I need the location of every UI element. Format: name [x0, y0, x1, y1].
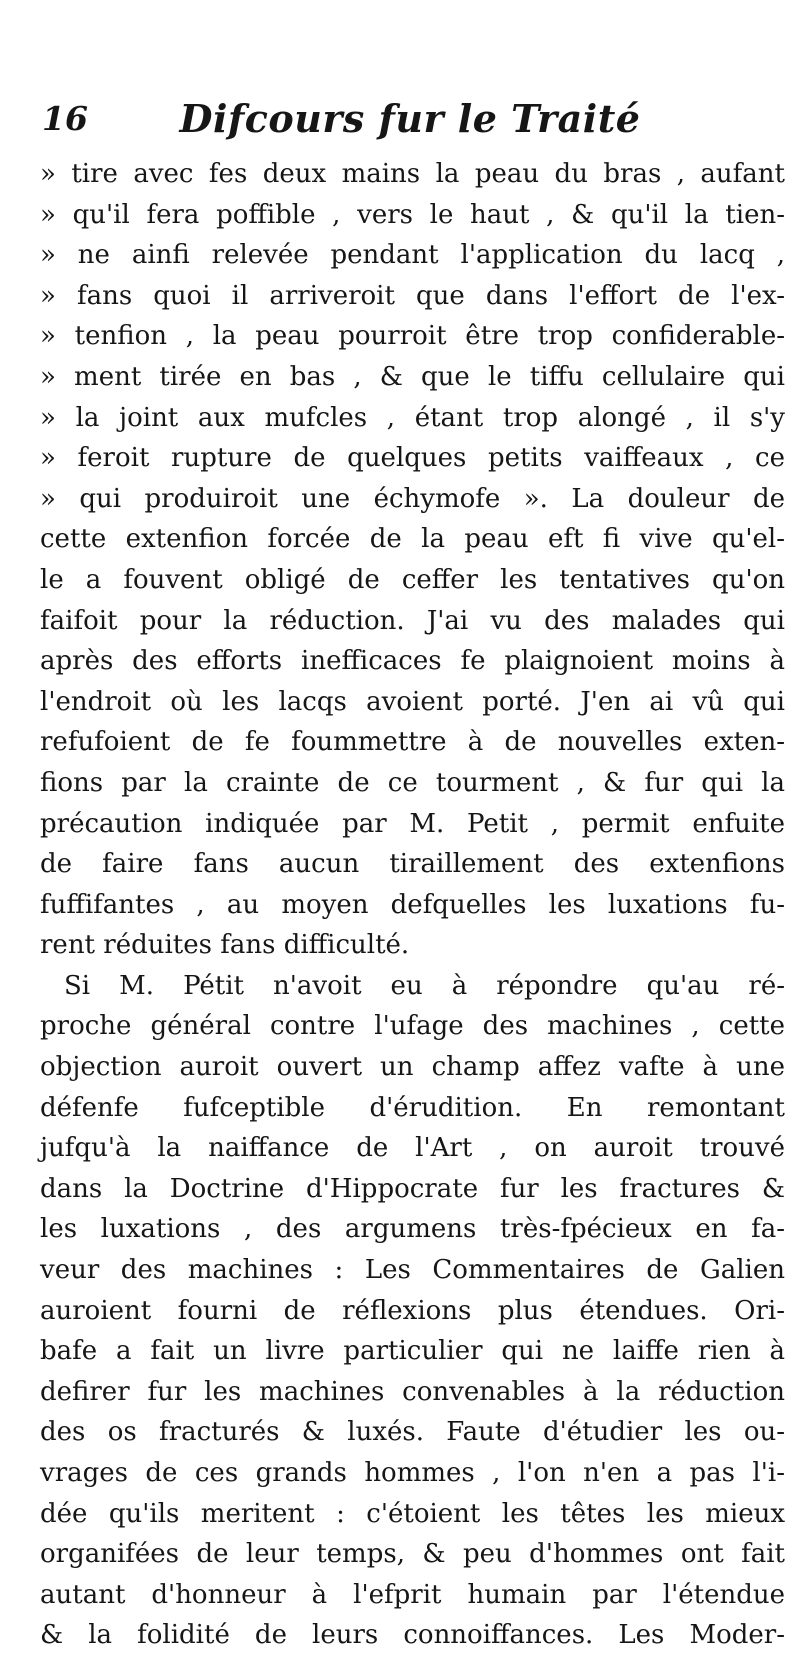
text-line: les luxations , des argumens très-fpécieux en fa-: [40, 1214, 785, 1245]
text-line: proche général contre l'ufage des machines , cette: [40, 1011, 785, 1042]
text-line: l'endroit où les lacqs avoient porté. J'en ai vû qui: [40, 686, 785, 717]
text-line: & la folidité de leurs connoiffances. Les Moder-: [40, 1620, 785, 1651]
text-line: cette extenfion forcée de la peau eft fi vive qu'el-: [40, 524, 785, 555]
text-line: des os fracturés & luxés. Faute d'étudier les ou-: [40, 1417, 785, 1448]
page-header: [40, 94, 780, 144]
text-line: vrages de ces grands hommes , l'on n'en a pas l'i-: [40, 1458, 785, 1488]
text-line: autant d'honneur à l'efprit humain par l'étendue: [40, 1579, 785, 1610]
running-title: Difcours fur le Traité: [179, 96, 641, 141]
text-line: de faire fans aucun tiraillement des extenfions: [40, 849, 785, 880]
text-line: rent réduites fans difficulté.: [40, 930, 410, 961]
book-page: [40, 0, 785, 1651]
text-line: defirer fur les machines convenables à la réduction: [40, 1376, 785, 1407]
text-line: » fans quoi il arriveroit que dans l'effort de l'ex-: [40, 280, 785, 311]
body-text: [40, 154, 785, 1656]
text-line: dée qu'ils meritent : c'étoient les têtes les mieux: [40, 1498, 785, 1529]
text-line: » ne ainfi relevée pendant l'application du lacq ,: [40, 240, 785, 271]
text-line: jufqu'à la naiffance de l'Art , on auroit trouvé: [40, 1133, 785, 1164]
text-line: » qu'il fera poffible , vers le haut , & qu'il la tien-: [40, 199, 785, 230]
text-line: dans la Doctrine d'Hippocrate fur les fractures &: [40, 1173, 785, 1204]
text-line: » feroit rupture de quelques petits vaiffeaux , ce: [40, 443, 785, 474]
text-line: faifoit pour la réduction. J'ai vu des malades qui: [40, 605, 785, 636]
text-line: veur des machines : Les Commentaires de Galien: [40, 1255, 785, 1286]
text-line: refufoient de fe foummettre à de nouvelles exten-: [40, 727, 785, 758]
text-line: Si M. Pétit n'avoit eu à répondre qu'au ré-: [64, 970, 785, 1001]
page-number: 16: [42, 99, 88, 138]
text-line: bafe a fait un livre particulier qui ne laiffe rien à: [40, 1336, 785, 1367]
text-line: le a fouvent obligé de ceffer les tentatives qu'on: [40, 564, 785, 595]
text-line: organifées de leur temps, & peu d'hommes ont fait: [40, 1539, 785, 1570]
text-line: fuffifantes , au moyen defquelles les luxations fu-: [40, 889, 785, 920]
text-line: auroient fourni de réflexions plus étendues. Ori-: [40, 1295, 785, 1326]
text-line: précaution indiquée par M. Petit , permit enfuite: [40, 808, 785, 839]
text-line: » la joint aux mufcles , étant trop alongé , il s'y: [40, 402, 785, 433]
text-line: après des efforts inefficaces fe plaignoient moins à: [40, 646, 785, 677]
text-line: » tire avec fes deux mains la peau du bras , aufant: [40, 159, 785, 189]
text-line: fions par la crainte de ce tourment , & fur qui la: [40, 767, 785, 798]
text-line: » ment tirée en bas , & que le tiffu cellulaire qui: [40, 361, 785, 392]
text-line: défenfe fufceptible d'érudition. En remontant: [40, 1092, 785, 1123]
text-line: » tenfion , la peau pourroit être trop confiderable-: [40, 321, 785, 352]
text-line: objection auroit ouvert un champ affez vafte à une: [40, 1052, 785, 1083]
text-line: » qui produiroit une échymofe ». La douleur de: [40, 483, 785, 514]
